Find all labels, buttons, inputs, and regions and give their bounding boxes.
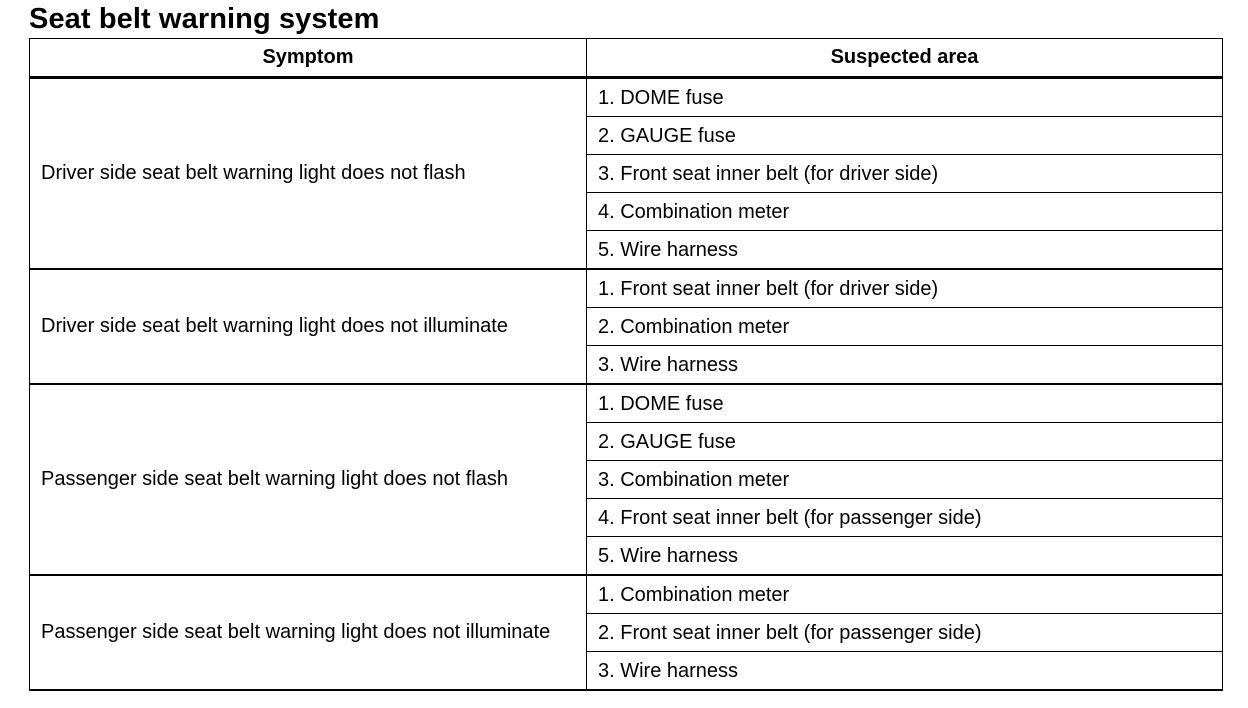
suspected-area-cell: 3. Combination meter — [587, 461, 1223, 499]
suspected-area-cell: 3. Front seat inner belt (for driver side) — [587, 155, 1223, 193]
suspected-area-cell: 1. DOME fuse — [587, 384, 1223, 423]
symptom-cell: Passenger side seat belt warning light does not illuminate — [30, 575, 587, 690]
table-row — [30, 575, 1223, 614]
suspected-area-cell: 2. Front seat inner belt (for passenger side) — [587, 614, 1223, 652]
suspected-area-cell: 3. Wire harness — [587, 346, 1223, 385]
symptom-column-header: Symptom — [30, 39, 587, 78]
suspected-area-cell: 5. Wire harness — [587, 537, 1223, 576]
table-row — [30, 384, 1223, 423]
suspected-area-cell: 4. Combination meter — [587, 193, 1223, 231]
symptom-cell: Driver side seat belt warning light does not illuminate — [30, 269, 587, 384]
suspected-area-cell: 1. Front seat inner belt (for driver side) — [587, 269, 1223, 308]
suspected-area-cell: 2. GAUGE fuse — [587, 117, 1223, 155]
suspected-area-cell: 1. Combination meter — [587, 575, 1223, 614]
table-row — [30, 269, 1223, 308]
suspected-area-cell: 3. Wire harness — [587, 652, 1223, 691]
suspected-area-cell: 4. Front seat inner belt (for passenger side) — [587, 499, 1223, 537]
suspected-area-cell: 5. Wire harness — [587, 231, 1223, 270]
suspected-area-cell: 1. DOME fuse — [587, 78, 1223, 117]
suspected-area-column-header: Suspected area — [587, 39, 1223, 78]
symptom-table — [29, 38, 1223, 691]
symptom-cell: Driver side seat belt warning light does not flash — [30, 78, 587, 270]
symptom-cell: Passenger side seat belt warning light does not flash — [30, 384, 587, 575]
suspected-area-cell: 2. Combination meter — [587, 308, 1223, 346]
table-row — [30, 78, 1223, 117]
suspected-area-cell: 2. GAUGE fuse — [587, 423, 1223, 461]
page-title: Seat belt warning system — [29, 3, 380, 35]
table-header-row — [30, 39, 1223, 78]
